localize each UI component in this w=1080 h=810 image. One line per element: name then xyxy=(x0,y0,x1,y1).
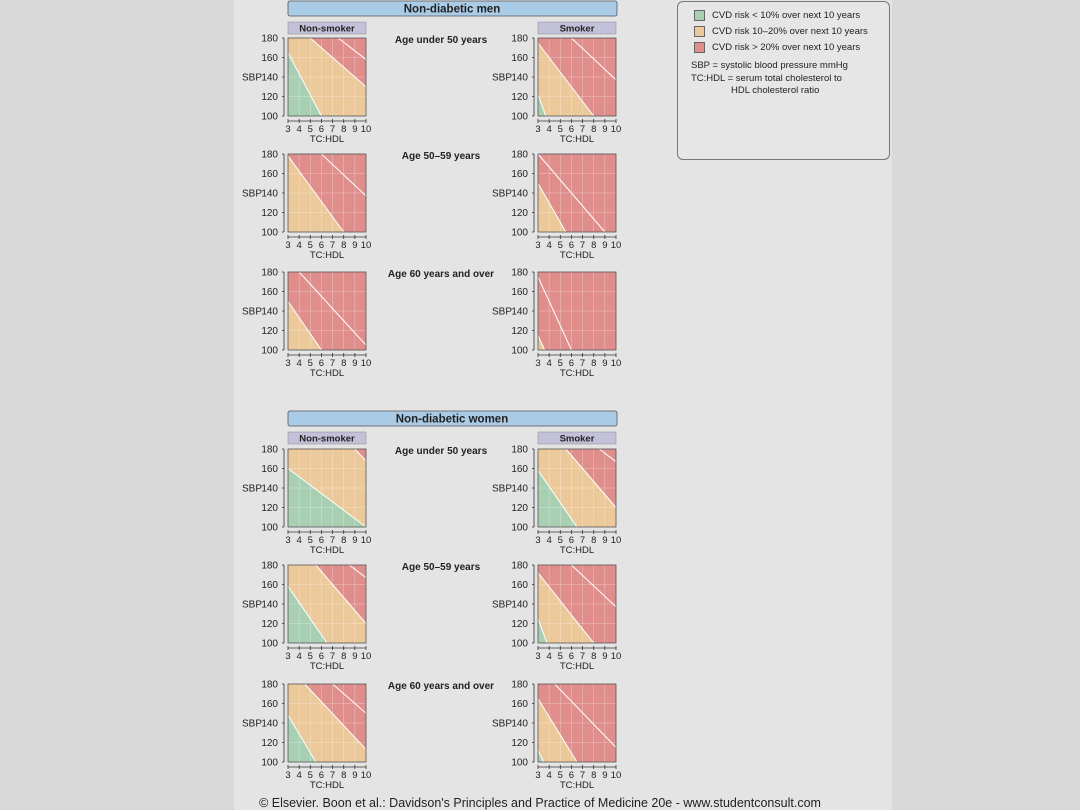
y-tick-label: 140 xyxy=(261,483,278,495)
x-tick-label: 10 xyxy=(360,358,372,369)
age-group-label: Age 60 years and over xyxy=(387,681,495,692)
risk-panel-1-0-1 xyxy=(492,445,621,557)
x-tick-label: 9 xyxy=(602,358,608,369)
x-tick-label: 10 xyxy=(610,240,622,251)
y-axis-label: SBP xyxy=(491,483,512,495)
y-tick-label: 180 xyxy=(261,679,278,691)
x-axis-label: TC:HDL xyxy=(309,661,345,672)
column-header-label: Smoker xyxy=(559,23,595,35)
legend-label-mid: CVD risk 10–20% over next 10 years xyxy=(712,26,868,37)
x-tick-label: 3 xyxy=(285,358,291,369)
y-axis-label: SBP xyxy=(241,599,262,611)
y-tick-label: 180 xyxy=(261,444,278,456)
x-tick-label: 10 xyxy=(360,124,372,135)
y-axis-label: SBP xyxy=(491,188,512,200)
column-header-label: Non-smoker xyxy=(299,433,355,445)
x-tick-label: 10 xyxy=(360,651,372,662)
x-tick-label: 3 xyxy=(535,124,541,135)
y-tick-label: 100 xyxy=(261,227,278,239)
x-tick-label: 5 xyxy=(307,124,313,135)
section-title: Non-diabetic women xyxy=(395,413,509,426)
age-group-label: Age 50–59 years xyxy=(401,151,481,162)
x-tick-label: 8 xyxy=(341,535,347,546)
x-tick-label: 4 xyxy=(546,358,552,369)
y-tick-label: 180 xyxy=(261,149,278,161)
y-tick-label: 180 xyxy=(511,444,528,456)
y-tick-label: 180 xyxy=(511,33,528,45)
x-tick-label: 5 xyxy=(557,651,563,662)
risk-panel-0-2-0 xyxy=(242,268,371,380)
x-tick-label: 5 xyxy=(557,124,563,135)
x-tick-label: 10 xyxy=(610,770,622,781)
x-tick-label: 7 xyxy=(329,240,336,251)
x-tick-label: 7 xyxy=(579,240,586,251)
legend-swatch-low xyxy=(694,10,705,21)
y-tick-label: 160 xyxy=(261,580,278,591)
y-tick-label: 140 xyxy=(511,188,528,200)
y-tick-label: 100 xyxy=(511,757,528,769)
x-tick-label: 3 xyxy=(285,240,291,251)
y-axis-label: SBP xyxy=(241,72,262,84)
y-tick-label: 120 xyxy=(511,503,528,514)
x-tick-label: 7 xyxy=(329,651,336,662)
y-axis-label: SBP xyxy=(491,718,512,730)
x-tick-label: 5 xyxy=(307,535,313,546)
x-tick-label: 6 xyxy=(318,240,325,251)
y-tick-label: 120 xyxy=(261,92,278,103)
legend-box xyxy=(677,1,890,160)
x-axis-label: TC:HDL xyxy=(309,545,345,556)
x-tick-label: 5 xyxy=(557,240,563,251)
y-tick-label: 180 xyxy=(261,560,278,572)
x-tick-label: 10 xyxy=(360,770,372,781)
y-tick-label: 120 xyxy=(511,208,528,219)
x-axis-label: TC:HDL xyxy=(559,134,595,145)
legend-label-high: CVD risk > 20% over next 10 years xyxy=(712,42,861,53)
x-axis-label: TC:HDL xyxy=(309,250,345,261)
risk-panel-1-2-1 xyxy=(492,680,621,792)
y-tick-label: 120 xyxy=(511,619,528,630)
x-axis-label: TC:HDL xyxy=(309,368,345,379)
x-tick-label: 10 xyxy=(360,535,372,546)
x-tick-label: 6 xyxy=(318,358,325,369)
y-tick-label: 180 xyxy=(261,33,278,45)
x-axis-label: TC:HDL xyxy=(309,134,345,145)
y-tick-label: 120 xyxy=(261,326,278,337)
x-tick-label: 7 xyxy=(579,651,586,662)
x-tick-label: 4 xyxy=(296,770,302,781)
risk-panel-1-2-0 xyxy=(242,680,371,792)
x-tick-label: 4 xyxy=(546,240,552,251)
y-tick-label: 140 xyxy=(511,483,528,495)
y-tick-label: 100 xyxy=(511,345,528,357)
x-tick-label: 9 xyxy=(602,535,608,546)
legend-note-tchdl: TC:HDL = serum total cholesterol to xyxy=(691,73,842,84)
y-tick-label: 140 xyxy=(261,599,278,611)
x-tick-label: 8 xyxy=(591,770,597,781)
age-group-label: Age under 50 years xyxy=(394,35,488,46)
y-axis-label: SBP xyxy=(491,306,512,318)
y-tick-label: 100 xyxy=(511,638,528,650)
age-group-label: Age 50–59 years xyxy=(401,562,481,573)
y-axis-label: SBP xyxy=(241,306,262,318)
y-axis-label: SBP xyxy=(491,72,512,84)
y-tick-label: 180 xyxy=(511,267,528,279)
risk-panel-0-1-1 xyxy=(492,150,621,262)
y-tick-label: 120 xyxy=(511,92,528,103)
x-tick-label: 4 xyxy=(546,124,552,135)
x-tick-label: 8 xyxy=(341,358,347,369)
y-tick-label: 120 xyxy=(261,619,278,630)
x-tick-label: 3 xyxy=(535,240,541,251)
x-axis-label: TC:HDL xyxy=(559,780,595,791)
y-tick-label: 160 xyxy=(511,580,528,591)
y-tick-label: 100 xyxy=(511,522,528,534)
x-tick-label: 6 xyxy=(568,358,575,369)
x-tick-label: 6 xyxy=(568,240,575,251)
legend-swatch-high xyxy=(694,42,705,53)
x-tick-label: 8 xyxy=(591,535,597,546)
y-tick-label: 160 xyxy=(261,464,278,475)
x-tick-label: 6 xyxy=(318,770,325,781)
x-tick-label: 3 xyxy=(285,770,291,781)
x-tick-label: 4 xyxy=(296,240,302,251)
y-axis-label: SBP xyxy=(491,599,512,611)
x-tick-label: 9 xyxy=(352,358,358,369)
x-tick-label: 8 xyxy=(341,770,347,781)
x-tick-label: 10 xyxy=(610,651,622,662)
y-tick-label: 120 xyxy=(261,208,278,219)
x-tick-label: 9 xyxy=(602,124,608,135)
x-tick-label: 9 xyxy=(352,651,358,662)
y-tick-label: 100 xyxy=(261,111,278,123)
y-tick-label: 160 xyxy=(511,287,528,298)
x-tick-label: 4 xyxy=(296,358,302,369)
x-tick-label: 5 xyxy=(307,240,313,251)
y-tick-label: 140 xyxy=(511,306,528,318)
y-tick-label: 160 xyxy=(261,287,278,298)
x-tick-label: 9 xyxy=(352,770,358,781)
x-tick-label: 3 xyxy=(535,651,541,662)
y-tick-label: 140 xyxy=(261,188,278,200)
x-tick-label: 6 xyxy=(568,770,575,781)
column-header-label: Smoker xyxy=(559,433,595,445)
x-tick-label: 9 xyxy=(602,770,608,781)
risk-panel-0-0-0 xyxy=(242,34,371,146)
section-title: Non-diabetic men xyxy=(403,3,501,16)
x-tick-label: 7 xyxy=(329,358,336,369)
x-tick-label: 9 xyxy=(352,124,358,135)
y-tick-label: 140 xyxy=(261,72,278,84)
y-axis-label: SBP xyxy=(241,718,262,730)
x-tick-label: 6 xyxy=(318,651,325,662)
y-tick-label: 180 xyxy=(511,679,528,691)
x-tick-label: 7 xyxy=(579,770,586,781)
x-tick-label: 4 xyxy=(546,770,552,781)
x-tick-label: 6 xyxy=(568,651,575,662)
y-tick-label: 180 xyxy=(511,149,528,161)
x-tick-label: 6 xyxy=(318,535,325,546)
x-tick-label: 4 xyxy=(546,651,552,662)
y-tick-label: 160 xyxy=(261,169,278,180)
x-tick-label: 6 xyxy=(568,124,575,135)
legend-note-hdl: HDL cholesterol ratio xyxy=(731,85,820,96)
x-tick-label: 4 xyxy=(296,535,302,546)
x-tick-label: 7 xyxy=(329,124,336,135)
y-tick-label: 180 xyxy=(511,560,528,572)
x-tick-label: 5 xyxy=(557,535,563,546)
x-tick-label: 7 xyxy=(579,535,586,546)
x-tick-label: 10 xyxy=(610,124,622,135)
x-tick-label: 4 xyxy=(296,124,302,135)
x-axis-label: TC:HDL xyxy=(559,661,595,672)
x-tick-label: 6 xyxy=(318,124,325,135)
y-tick-label: 100 xyxy=(261,345,278,357)
y-tick-label: 140 xyxy=(261,306,278,318)
x-tick-label: 10 xyxy=(610,358,622,369)
risk-panel-1-1-1 xyxy=(492,561,621,673)
x-tick-label: 3 xyxy=(535,770,541,781)
x-tick-label: 9 xyxy=(352,240,358,251)
x-tick-label: 3 xyxy=(285,651,291,662)
y-tick-label: 180 xyxy=(261,267,278,279)
x-tick-label: 4 xyxy=(546,535,552,546)
x-tick-label: 8 xyxy=(591,124,597,135)
x-tick-label: 7 xyxy=(329,535,336,546)
x-tick-label: 7 xyxy=(579,124,586,135)
x-tick-label: 4 xyxy=(296,651,302,662)
y-tick-label: 100 xyxy=(511,111,528,123)
x-tick-label: 3 xyxy=(535,535,541,546)
y-tick-label: 100 xyxy=(261,638,278,650)
x-tick-label: 7 xyxy=(579,358,586,369)
risk-panel-0-0-1 xyxy=(492,34,621,146)
age-group-label: Age 60 years and over xyxy=(387,269,495,280)
x-tick-label: 7 xyxy=(329,770,336,781)
y-tick-label: 160 xyxy=(511,169,528,180)
y-tick-label: 160 xyxy=(511,699,528,710)
y-tick-label: 160 xyxy=(511,464,528,475)
y-tick-label: 160 xyxy=(511,53,528,64)
legend-label-low: CVD risk < 10% over next 10 years xyxy=(712,10,861,21)
x-tick-label: 8 xyxy=(591,240,597,251)
y-axis-label: SBP xyxy=(241,483,262,495)
y-tick-label: 120 xyxy=(261,503,278,514)
y-tick-label: 120 xyxy=(261,738,278,749)
x-tick-label: 5 xyxy=(557,358,563,369)
x-tick-label: 5 xyxy=(557,770,563,781)
x-tick-label: 3 xyxy=(535,358,541,369)
risk-panel-0-2-1 xyxy=(492,268,621,380)
x-tick-label: 3 xyxy=(285,124,291,135)
risk-panel-0-1-0 xyxy=(242,150,371,262)
y-tick-label: 100 xyxy=(261,757,278,769)
y-tick-label: 140 xyxy=(261,718,278,730)
x-tick-label: 9 xyxy=(602,240,608,251)
x-tick-label: 8 xyxy=(341,651,347,662)
x-axis-label: TC:HDL xyxy=(559,368,595,379)
x-tick-label: 10 xyxy=(610,535,622,546)
y-tick-label: 140 xyxy=(511,718,528,730)
y-tick-label: 140 xyxy=(511,599,528,611)
age-group-label: Age under 50 years xyxy=(394,446,488,457)
risk-panel-1-1-0 xyxy=(242,561,371,673)
y-tick-label: 160 xyxy=(261,53,278,64)
x-tick-label: 8 xyxy=(341,124,347,135)
column-header-label: Non-smoker xyxy=(299,23,355,35)
y-tick-label: 100 xyxy=(511,227,528,239)
x-tick-label: 5 xyxy=(307,358,313,369)
x-tick-label: 5 xyxy=(307,770,313,781)
y-axis-label: SBP xyxy=(241,188,262,200)
x-tick-label: 3 xyxy=(285,535,291,546)
legend-swatch-mid xyxy=(694,26,705,37)
copyright-footer: © Elsevier. Boon et al.: Davidson's Principles and Practice of Medicine 20e - www.studentconsult.com xyxy=(259,796,821,810)
x-axis-label: TC:HDL xyxy=(559,545,595,556)
x-tick-label: 5 xyxy=(307,651,313,662)
x-tick-label: 6 xyxy=(568,535,575,546)
y-tick-label: 120 xyxy=(511,326,528,337)
legend-note-sbp: SBP = systolic blood pressure mmHg xyxy=(691,60,848,71)
x-tick-label: 8 xyxy=(591,651,597,662)
x-tick-label: 9 xyxy=(352,535,358,546)
y-tick-label: 120 xyxy=(511,738,528,749)
risk-panel-1-0-0 xyxy=(242,445,371,557)
x-axis-label: TC:HDL xyxy=(309,780,345,791)
x-tick-label: 9 xyxy=(602,651,608,662)
y-tick-label: 100 xyxy=(261,522,278,534)
y-tick-label: 160 xyxy=(261,699,278,710)
x-tick-label: 10 xyxy=(360,240,372,251)
x-axis-label: TC:HDL xyxy=(559,250,595,261)
x-tick-label: 8 xyxy=(341,240,347,251)
y-tick-label: 140 xyxy=(511,72,528,84)
x-tick-label: 8 xyxy=(591,358,597,369)
